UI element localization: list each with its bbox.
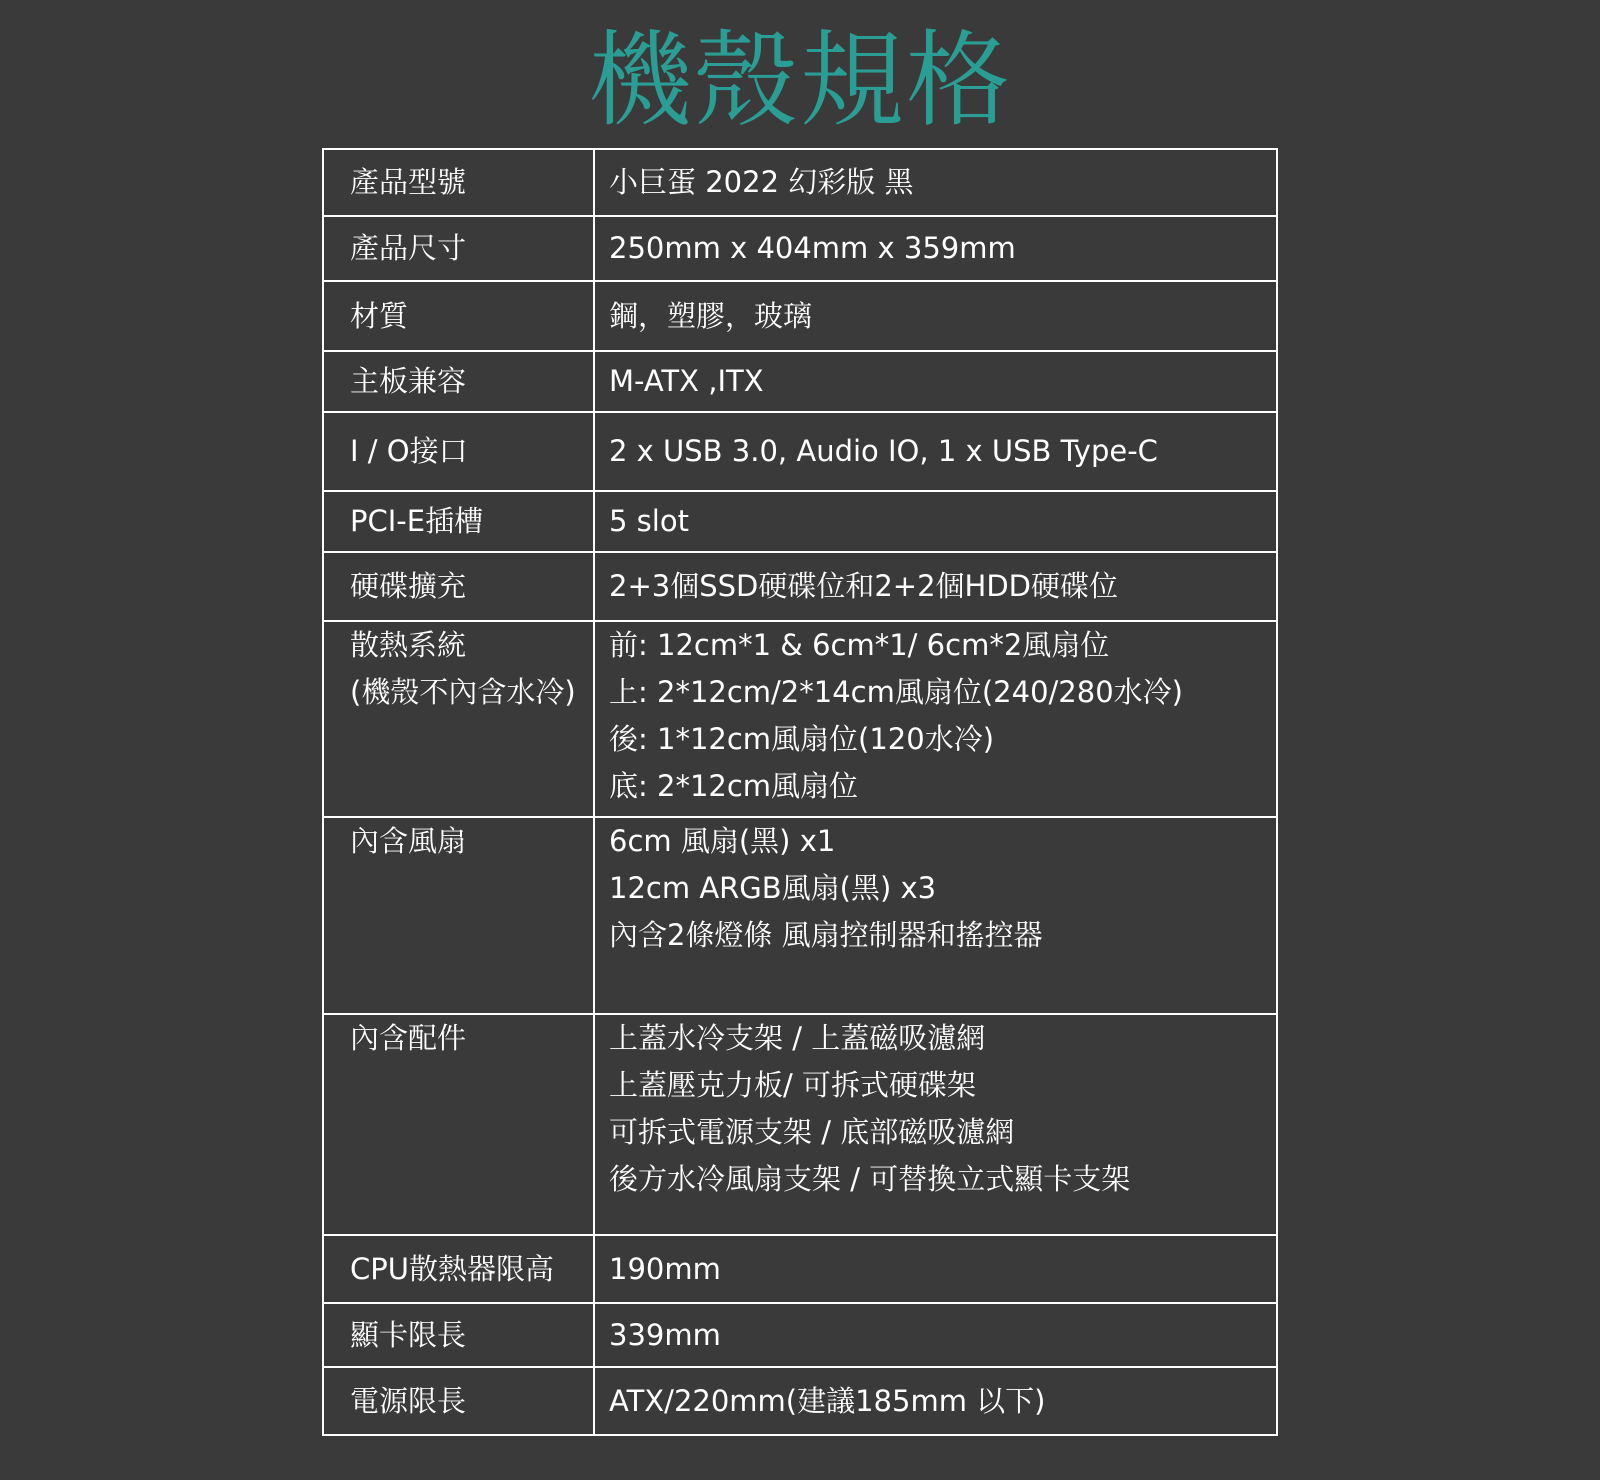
spec-value: 190mm — [594, 1235, 1277, 1303]
spec-row-material — [323, 281, 1277, 351]
spec-label: 產品型號 — [323, 149, 594, 216]
spec-label: 硬碟擴充 — [323, 552, 594, 621]
spec-value: M-ATX ,ITX — [594, 351, 1277, 412]
spec-row-psu-length — [323, 1367, 1277, 1435]
spec-value: 上蓋水冷支架 / 上蓋磁吸濾網 上蓋壓克力板/ 可拆式硬碟架 可拆式電源支架 / 底部磁吸濾網 後方水冷風扇支架 / 可替換立式顯卡支架 — [594, 1014, 1277, 1235]
spec-row-gpu-length — [323, 1303, 1277, 1367]
spec-row-size — [323, 216, 1277, 281]
spec-label: 主板兼容 — [323, 351, 594, 412]
spec-value: 小巨蛋 2022 幻彩版 黑 — [594, 149, 1277, 216]
spec-row-storage — [323, 552, 1277, 621]
spec-label: PCI-E插槽 — [323, 491, 594, 552]
spec-value: 6cm 風扇(黑) x1 12cm ARGB風扇(黑) x3 內含2條燈條 風扇控制器和搖控器 — [594, 817, 1277, 1014]
spec-value: 前: 12cm*1 & 6cm*1/ 6cm*2風扇位 上: 2*12cm/2*14cm風扇位(240/280水冷) 後: 1*12cm風扇位(120水冷) 底: 2*12cm風扇位 — [594, 621, 1277, 817]
spec-label: 電源限長 — [323, 1367, 594, 1435]
spec-value: 2+3個SSD硬碟位和2+2個HDD硬碟位 — [594, 552, 1277, 621]
spec-value: 5 slot — [594, 491, 1277, 552]
spec-row-model — [323, 149, 1277, 216]
spec-value: 339mm — [594, 1303, 1277, 1367]
spec-row-pcie — [323, 491, 1277, 552]
spec-label: 產品尺寸 — [323, 216, 594, 281]
spec-label: 散熱系統 (機殼不內含水冷) — [323, 621, 594, 817]
page-title: 機殼規格 — [587, 19, 1012, 141]
spec-row-motherboard — [323, 351, 1277, 412]
spec-row-cooling — [323, 621, 1277, 817]
spec-value: 鋼，塑膠，玻璃 — [594, 281, 1277, 351]
spec-table — [322, 148, 1278, 1436]
spec-row-io — [323, 412, 1277, 491]
spec-label: 材質 — [323, 281, 594, 351]
spec-label: 內含風扇 — [323, 817, 594, 1014]
spec-row-accessories — [323, 1014, 1277, 1235]
spec-value: ATX/220mm(建議185mm 以下) — [594, 1367, 1277, 1435]
spec-label: I / O接口 — [323, 412, 594, 491]
spec-value: 2 x USB 3.0, Audio IO, 1 x USB Type-C — [594, 412, 1277, 491]
spec-row-fans — [323, 817, 1277, 1014]
spec-label: 顯卡限長 — [323, 1303, 594, 1367]
spec-label: CPU散熱器限高 — [323, 1235, 594, 1303]
spec-label: 內含配件 — [323, 1014, 594, 1235]
spec-value: 250mm x 404mm x 359mm — [594, 216, 1277, 281]
spec-row-cpu-cooler — [323, 1235, 1277, 1303]
